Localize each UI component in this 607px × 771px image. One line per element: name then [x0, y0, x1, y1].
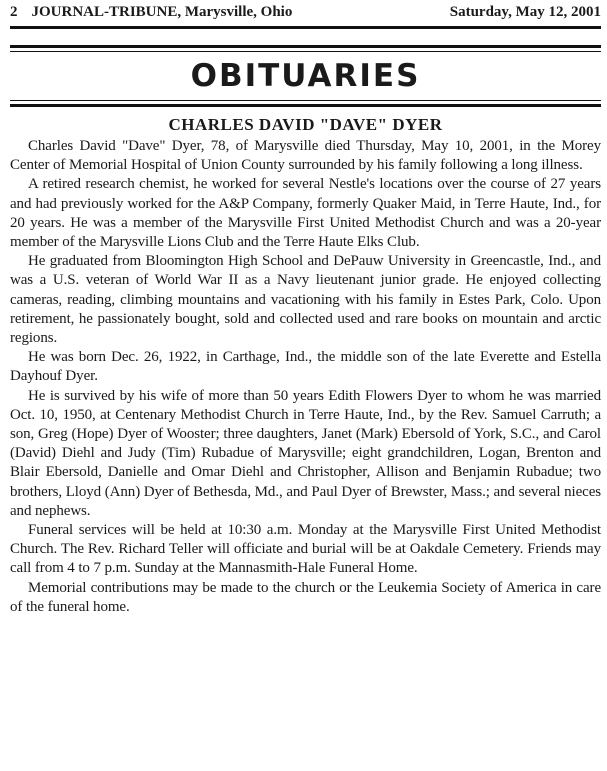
- obituary-paragraph: Funeral services will be held at 10:30 a.m. Monday at the Marysville First United Methodist Church. The Rev. Richard Teller will officiate and burial will be at Oakdale Cemetery. Friends may call from 4 to 7 p.m. Sunday at the Mannasmith-Hale Funeral Home.: [10, 522, 601, 577]
- obituary-paragraph: Memorial contributions may be made to the church or the Leukemia Society of America in care of the funeral home.: [10, 579, 601, 615]
- obituary-body: [10, 137, 601, 617]
- issue-date: Saturday, May 12, 2001: [449, 4, 601, 20]
- section-rule-top: [10, 45, 601, 52]
- obituary-paragraph: He graduated from Bloomington High School and DePauw University in Greencastle, Ind., and was a U.S. veteran of World War II as a Navy lieutenant junior grade. He enjoyed collecting cameras, reading, climbing mountains and vacationing with his family in Estes Park, Colo. Upon retirement, he passionately bought, sold and collected used and rare books on mountain and arctic regions.: [10, 253, 601, 347]
- masthead: [10, 0, 601, 26]
- obituary-paragraph: Charles David "Dave" Dyer, 78, of Marysville died Thursday, May 10, 2001, in the Morey Center of Memorial Hospital of Union County surrounded by his family following a long illness.: [10, 138, 601, 174]
- section-rule-bottom: [10, 100, 601, 107]
- obituary-paragraph: He is survived by his wife of more than 50 years Edith Flowers Dyer to whom he was married Oct. 10, 1950, at Centenary Methodist Church in Terre Haute, Ind., by the Rev. Samuel Carruth; a son, Greg (Hope) Dyer of Wooster; three daughters, Janet (Mark) Ebersold of York, S.C., and Carol (David) Diehl and Judy (Tim) Rubadue of Marysville; eight grandchildren, Logan, Brenton and Blair Ebersold, Danielle and Omar Diehl and Christopher, Allison and Benjamin Rubadue; two brothers, Lloyd (Ann) Dyer of Bethesda, Md., and Paul Dyer of Brewster, Mass.; and several nieces and nephews.: [10, 387, 601, 519]
- masthead-rule: [10, 26, 601, 29]
- page-number: 2: [10, 4, 18, 20]
- masthead-left: [10, 4, 292, 21]
- section-title: OBITUARIES: [190, 58, 421, 94]
- obituary-paragraph: He was born Dec. 26, 1922, in Carthage, Ind., the middle son of the late Everette and Estella Dayhouf Dyer.: [10, 349, 601, 385]
- obituary-headline: CHARLES DAVID "DAVE" DYER: [168, 115, 443, 134]
- obituary-paragraph: A retired research chemist, he worked for several Nestle's locations over the course of 27 years and had previously worked for the A&P Company, formerly Quaker Maid, in Terre Haute, Ind., for 20 years. He was a member of the Marysville First United Methodist Church and was a 20-year member of the Marysville Lions Club and the Terre Haute Elks Club.: [10, 176, 601, 251]
- paper-name: JOURNAL-TRIBUNE, Marysville, Ohio: [31, 4, 293, 20]
